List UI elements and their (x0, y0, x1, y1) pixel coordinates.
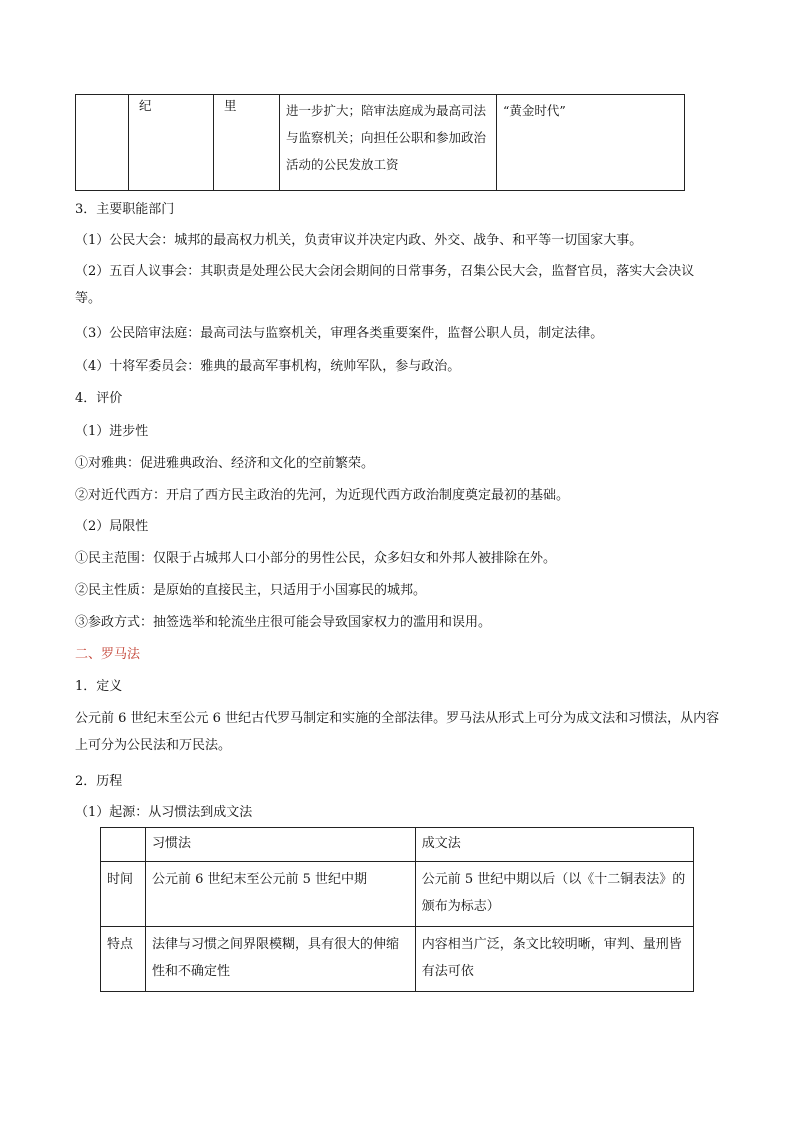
part-heading: 二、罗马法 (75, 647, 141, 662)
paragraph: ③参政方式：抽签选举和轮流坐庄很可能会导致国家权力的滥用和误用。 (75, 615, 492, 630)
table-cell: 公元前 5 世纪中期以后（以《十二铜表法》的颁布为标志） (415, 862, 693, 927)
table-cell: “黄金时代” (497, 95, 685, 191)
paragraph: （3）公民陪审法庭：最高司法与监察机关，审理各类重要案件，监督公职人员，制定法律。 (75, 326, 604, 341)
paragraph: ①民主范围：仅限于占城邦人口小部分的男性公民，众多妇女和外邦人被排除在外。 (75, 551, 557, 566)
paragraph: （2）五百人议事会：其职责是处理公民大会闭会期间的日常事务，召集公民大会，监督官员，落实大会决议等。 (75, 264, 695, 306)
table-cell: 特点 (101, 927, 146, 992)
section-heading: 3．主要职能部门 (75, 202, 175, 217)
table-row (101, 927, 694, 992)
table-header-cell (101, 828, 146, 862)
table-header-row (101, 828, 694, 862)
table-cell (76, 95, 129, 191)
table-cell: 法律与习惯之间界限模糊，具有很大的伸缩性和不确定性 (145, 927, 415, 992)
table-row (101, 862, 694, 927)
paragraph: （4）十将军委员会：雅典的最高军事机构，统帅军队，参与政治。 (75, 359, 461, 374)
athens-stage-table-fragment (75, 94, 685, 191)
table-cell: 纪 (129, 95, 214, 191)
paragraph: ①对雅典：促进雅典政治、经济和文化的空前繁荣。 (75, 456, 375, 471)
paragraph: （1）公民大会：城邦的最高权力机关，负责审议并决定内政、外交、战争、和平等一切国家大事。 (75, 233, 643, 248)
sub-heading: （1）起源：从习惯法到成文法 (75, 805, 253, 820)
table-cell: 时间 (101, 862, 146, 927)
table-cell: 里 (214, 95, 280, 191)
section-heading: 4．评价 (75, 391, 123, 406)
sub-heading: （2）局限性 (75, 519, 149, 534)
table-header-cell: 成文法 (415, 828, 693, 862)
paragraph: 公元前 6 世纪末至公元 6 世纪古代罗马制定和实施的全部法律。罗马法从形式上可分为成文法和习惯法，从内容上可分为公民法和万民法。 (75, 711, 720, 753)
paragraph: ②对近代西方：开启了西方民主政治的先河，为近现代西方政治制度奠定最初的基础。 (75, 488, 570, 503)
table-cell: 内容相当广泛，条文比较明晰，审判、量刑皆有法可依 (415, 927, 693, 992)
section-heading: 2．历程 (75, 774, 123, 789)
table-cell: 公元前 6 世纪末至公元前 5 世纪中期 (145, 862, 415, 927)
section-heading: 1．定义 (75, 679, 123, 694)
table-header-cell: 习惯法 (145, 828, 415, 862)
roman-law-comparison-table (100, 827, 694, 992)
paragraph: ②民主性质：是原始的直接民主，只适用于小国寡民的城邦。 (75, 583, 427, 598)
table-cell: 进一步扩大；陪审法庭成为最高司法与监察机关；向担任公职和参加政治活动的公民发放工资 (280, 95, 497, 191)
sub-heading: （1）进步性 (75, 424, 149, 439)
